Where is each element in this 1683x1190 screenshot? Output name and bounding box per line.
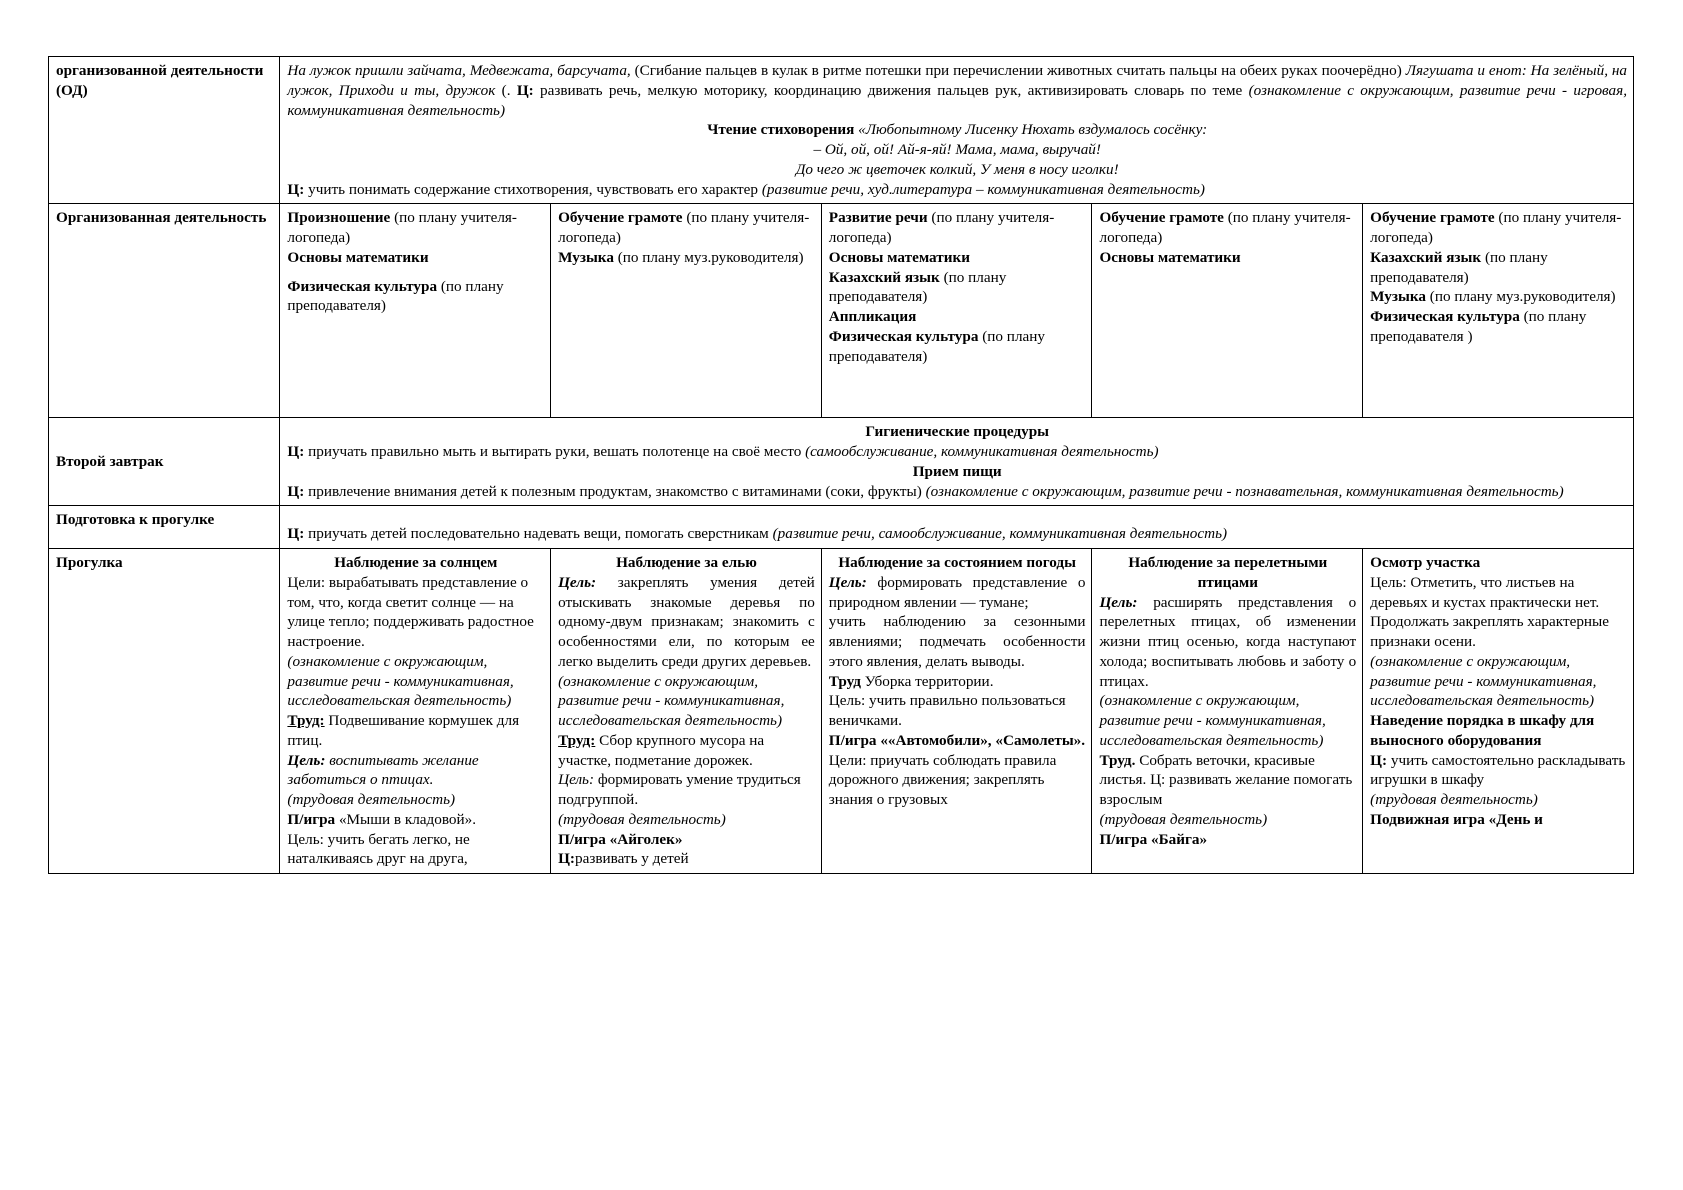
subject-line <box>558 208 815 248</box>
subject-line <box>1099 248 1356 268</box>
labour-label: Труд. <box>1099 751 1136 769</box>
walk-text: Сбор крупного мусора на участке, подметание дорожек. <box>558 731 765 769</box>
walk-prep-goal-line <box>287 510 1627 544</box>
goal-text: приучать правильно мыть и вытирать руки, вешать полотенце на своё место <box>304 443 806 460</box>
labour-label: Труд: <box>558 731 596 749</box>
subject-line <box>287 277 544 317</box>
labour-label: Труд: <box>287 712 325 729</box>
walk-block <box>829 672 1086 692</box>
subject-name: Обучение грамоте <box>558 209 683 227</box>
cell-walk-thursday <box>1092 549 1363 874</box>
cell-organized-friday <box>1363 204 1634 418</box>
subject-line <box>287 248 544 268</box>
walk-activity-types: (ознакомление с окружающим, развитие речи - коммуникативная, исследовательская деятельность) <box>1099 692 1326 749</box>
subject-note: (по плану преподавателя) <box>1370 248 1548 286</box>
labour-heading: Наведение порядка в шкафу для выносного оборудования <box>1370 712 1595 749</box>
goal-label: Цель: <box>1099 593 1138 611</box>
cell-organized-monday <box>280 204 551 418</box>
walk-block <box>558 770 815 810</box>
od-italic-c: (ознакомление с окружающим, развитие речи - игровая, коммуникативная деятельность) <box>287 81 1627 119</box>
meal-heading <box>287 462 1627 482</box>
subject-note: (по плану учителя-логопеда) <box>558 209 810 246</box>
row-label-second-breakfast <box>49 418 280 506</box>
subject-line <box>829 307 1086 327</box>
walk-block <box>558 573 815 672</box>
od-goal-italic: (развитие речи, худ.литература – коммуникативная деятельность) <box>761 180 1205 198</box>
goal-text: приучать детей последовательно надевать вещи, помогать сверстникам <box>304 525 773 543</box>
walk-activity-types: (трудовая деятельность) <box>1370 791 1538 808</box>
walk-block <box>287 573 544 652</box>
row-label-text: Второй завтрак <box>56 452 164 470</box>
walk-block <box>1370 751 1627 791</box>
game-name: «Мыши в кладовой». <box>335 810 477 828</box>
goal-marker: Ц: <box>287 482 305 500</box>
subject-name: Аппликация <box>828 308 917 325</box>
walk-activity-types: (трудовая деятельность) <box>1099 810 1268 828</box>
observation-heading: Наблюдение за солнцем <box>334 554 498 571</box>
walk-block <box>1370 711 1627 751</box>
subject-name: Основы математики <box>1099 248 1241 266</box>
od-plain-a: (Сгибание пальцев в кулак в ритме потешки при перечислении животных считать пальцы на обеих руках поочерёдно) <box>630 62 1406 79</box>
od-verse-1-text: – Ой, ой, ой! Ай-я-яй! Мама, мама, выручай! <box>813 141 1101 158</box>
game-label: П/игра ««Автомобили», «Самолеты». <box>828 731 1086 749</box>
od-reading-italic: «Любопытному Лисенку Нюхать вздумалось сосёнку: <box>858 121 1208 139</box>
row-label-od-continued <box>49 57 280 204</box>
subject-name: Обучение грамоте <box>1099 209 1224 227</box>
meal-heading-text: Прием пищи <box>912 462 1002 480</box>
goal-label: Цель: <box>828 573 867 591</box>
walk-block <box>1370 810 1627 830</box>
subject-line <box>287 208 544 248</box>
walk-block <box>1099 593 1356 692</box>
walk-block <box>287 790 544 810</box>
walk-text: Цели: приучать соблюдать правила дорожного движения; закреплять знания о грузовых <box>828 751 1057 808</box>
walk-activity-types: (трудовая деятельность) <box>558 810 726 828</box>
subject-line <box>1370 287 1627 307</box>
row-label-walk-prep <box>49 506 280 549</box>
walk-block <box>558 830 815 850</box>
od-reading-bold: Чтение стиховорения <box>707 121 859 139</box>
subject-name: Физическая культура <box>1370 308 1520 325</box>
goal-marker: Ц: <box>287 525 305 543</box>
goal-activity-types: (ознакомление с окружающим, развитие речи - познавательная, коммуникативная деятельность) <box>925 482 1564 500</box>
od-plain-b: (. <box>495 81 517 99</box>
walk-block <box>1099 830 1356 850</box>
cell-organized-thursday <box>1092 204 1363 418</box>
subject-note: (по плану преподавателя ) <box>1370 308 1587 345</box>
od-plain-c: развивать речь, мелкую моторику, координацию движения пальцев рук, активизировать словарь по теме <box>533 81 1249 99</box>
subject-line <box>1099 208 1356 248</box>
labour-label: Труд <box>828 672 861 690</box>
row-label-text: Подготовка к прогулке <box>56 511 215 529</box>
walk-activity-types: (ознакомление с окружающим, развитие речи - коммуникативная, исследовательская деятельность) <box>287 652 514 710</box>
subject-name: Казахский язык <box>1370 248 1482 266</box>
row-label-organized-activity <box>49 204 280 418</box>
walk-text: Собрать веточки, красивые листья. Ц: развивать желание помогать взрослым <box>1099 751 1353 808</box>
cell-od-continued-content <box>280 57 1634 204</box>
walk-block <box>1370 790 1627 810</box>
subject-name: Основы математики <box>828 248 970 266</box>
observation-heading: Наблюдение за елью <box>616 554 757 571</box>
subject-note: (по плану муз.руководителя) <box>613 248 804 266</box>
goal-text: привлечение внимания детей к полезным продуктам, знакомство с витаминами (соки, фрукты) <box>304 482 926 500</box>
table-row <box>49 57 1634 204</box>
walk-text: воспитывать желание заботиться о птицах. <box>287 751 479 789</box>
subject-line <box>1370 248 1627 288</box>
walk-block <box>287 751 544 791</box>
goal-marker: Ц: <box>287 443 305 460</box>
walk-text: формировать представление о природном явлении — тумане; <box>828 573 1086 611</box>
row-label-text: организованной деятельности (ОД) <box>56 62 264 99</box>
walk-block <box>829 612 1086 671</box>
od-verse-2-text: До чего ж цветочек колкий, У меня в носу иголки! <box>795 160 1119 178</box>
subject-line <box>829 327 1086 367</box>
hygiene-goal-line <box>287 442 1627 462</box>
hygiene-heading <box>287 422 1627 442</box>
walk-activity-types: (трудовая деятельность) <box>287 791 456 808</box>
walk-block <box>287 711 544 751</box>
subject-name: Развитие речи <box>828 209 928 227</box>
subject-note: (по плану преподавателя) <box>828 327 1045 365</box>
walk-block <box>558 849 815 869</box>
observation-heading: Наблюдение за перелетными птицами <box>1128 554 1328 591</box>
row-label-text: Организованная деятельность <box>56 209 267 227</box>
goal-activity-types: (самообслуживание, коммуникативная деятельность) <box>805 443 1159 460</box>
subject-note: (по плану преподавателя) <box>828 268 1007 306</box>
goal-label: Цель: <box>287 751 326 769</box>
cell-walk-wednesday <box>821 549 1092 874</box>
walk-text: учить наблюдению за сезонными явлениями; подмечать особенности этого явления, делать выводы. <box>828 613 1086 670</box>
subject-line <box>829 248 1086 268</box>
cell-walk-tuesday <box>551 549 822 874</box>
table-row <box>49 418 1634 506</box>
subject-line <box>1370 208 1627 248</box>
cell-second-breakfast-content <box>280 418 1634 506</box>
game-label: П/игра «Байга» <box>1099 830 1208 848</box>
od-goal-plain: учить понимать содержание стихотворения, чувствовать его характер <box>304 180 762 198</box>
spacer <box>287 268 544 277</box>
hygiene-heading-text: Гигиенические процедуры <box>865 423 1050 441</box>
daily-plan-table <box>48 56 1634 874</box>
game-label: П/игра <box>287 810 336 828</box>
subject-name: Произношение <box>287 209 391 227</box>
od-reading-line <box>287 120 1627 140</box>
walk-block <box>287 810 544 830</box>
od-goal-marker: Ц: <box>516 81 534 99</box>
subject-name: Казахский язык <box>828 268 940 286</box>
walk-block <box>1099 810 1356 830</box>
meal-goal-line <box>287 482 1627 502</box>
subject-name: Физическая культура <box>828 327 979 345</box>
goal-marker: Ц: <box>558 850 575 868</box>
od-goal-bold: Ц: <box>287 180 305 198</box>
table-row <box>49 549 1634 874</box>
walk-block <box>558 810 815 830</box>
observation-heading: Осмотр участка <box>1370 554 1481 571</box>
subject-line <box>558 248 815 268</box>
walk-text: учить самостоятельно раскладывать игрушки в шкафу <box>1370 751 1626 789</box>
walk-block <box>829 751 1086 810</box>
walk-block <box>1099 691 1356 750</box>
cell-walk-friday <box>1363 549 1634 874</box>
subject-note: (по плану учителя-логопеда) <box>1099 209 1351 246</box>
table-row <box>49 506 1634 549</box>
walk-text: Цель: Отметить, что листьев на деревьях и кустах практически нет. Продолжать закреплять характерные признаки осени. <box>1370 573 1609 650</box>
goal-activity-types: (развитие речи, самообслуживание, коммуникативная деятельность) <box>772 525 1228 543</box>
od-verse-1 <box>287 140 1627 160</box>
subject-note: (по плану учителя-логопеда) <box>287 209 517 246</box>
walk-text: Подвешивание кормушек для птиц. <box>287 712 520 749</box>
walk-text: расширять представления о перелетных птицах, об изменении жизни птиц осенью, когда наступают холода; воспитывать любовь и заботу о птицах. <box>1099 593 1357 690</box>
subject-note: (по плану преподавателя) <box>287 277 504 315</box>
observation-heading: Наблюдение за состоянием погоды <box>838 554 1076 571</box>
subject-name: Музыка <box>558 248 614 266</box>
walk-text: формировать умение трудиться подгруппой. <box>558 771 801 808</box>
subject-name: Обучение грамоте <box>1370 209 1495 227</box>
od-italic-a: На лужок пришли зайчата, Медвежата, барсучата, <box>287 62 631 79</box>
walk-block <box>1370 652 1627 711</box>
cell-walk-prep-content <box>280 506 1634 549</box>
subject-note: (по плану учителя-логопеда) <box>828 209 1055 246</box>
subject-line <box>829 268 1086 308</box>
goal-label: Цель: <box>558 771 595 789</box>
subject-name: Музыка <box>1370 288 1426 306</box>
walk-text: Цель: учить правильно пользоваться веничками. <box>828 692 1066 729</box>
od-goal-line <box>287 180 1627 200</box>
walk-text: развивать у детей <box>574 850 689 868</box>
row-label-text: Прогулка <box>56 554 123 571</box>
walk-activity-types: (ознакомление с окружающим, развитие речи - коммуникативная, исследовательская деятельность) <box>1370 652 1597 710</box>
walk-block <box>829 573 1086 613</box>
walk-block <box>829 731 1086 751</box>
cell-organized-wednesday <box>821 204 1092 418</box>
subject-name: Основы математики <box>287 248 429 266</box>
subject-line <box>1370 307 1627 347</box>
subject-line <box>829 208 1086 248</box>
subject-note: (по плану муз.руководителя) <box>1425 288 1616 306</box>
walk-block <box>287 830 544 870</box>
walk-block <box>287 652 544 711</box>
subject-name: Физическая культура <box>287 277 438 295</box>
walk-text: закреплять умения детей отыскивать знакомые деревья по одному-двум признакам; знакомить с особенностями ели, по которым ее легко выделить среди других деревьев. <box>558 573 815 670</box>
game-label: Подвижная игра «День и <box>1370 810 1543 828</box>
od-paragraph-1 <box>287 61 1627 120</box>
walk-text: Цели: вырабатывать представление о том, что, когда светит солнце — на улице тепло; поддерживать радостное настроение. <box>287 573 534 650</box>
od-verse-2 <box>287 160 1627 180</box>
walk-block <box>1099 751 1356 810</box>
walk-block <box>558 672 815 731</box>
cell-walk-monday <box>280 549 551 874</box>
od-italic-b: Лягушата и енот: На зелёный, на лужок, Приходи и ты, дружок <box>287 62 1628 99</box>
walk-text: Цель: учить бегать легко, не наталкиваясь друг на друга, <box>287 830 470 868</box>
walk-block <box>829 691 1086 731</box>
walk-activity-types: (ознакомление с окружающим, развитие речи - коммуникативная, исследовательская деятельность) <box>558 672 785 729</box>
walk-block <box>1370 573 1627 652</box>
table-row <box>49 204 1634 418</box>
walk-block <box>558 731 815 771</box>
row-label-walk <box>49 549 280 874</box>
goal-label: Цель: <box>558 573 597 591</box>
cell-organized-tuesday <box>551 204 822 418</box>
walk-text: Уборка территории. <box>860 672 994 690</box>
game-label: П/игра «Айголек» <box>558 830 683 848</box>
subject-note: (по плану учителя-логопеда) <box>1370 209 1622 246</box>
goal-marker: Ц: <box>1370 751 1388 769</box>
